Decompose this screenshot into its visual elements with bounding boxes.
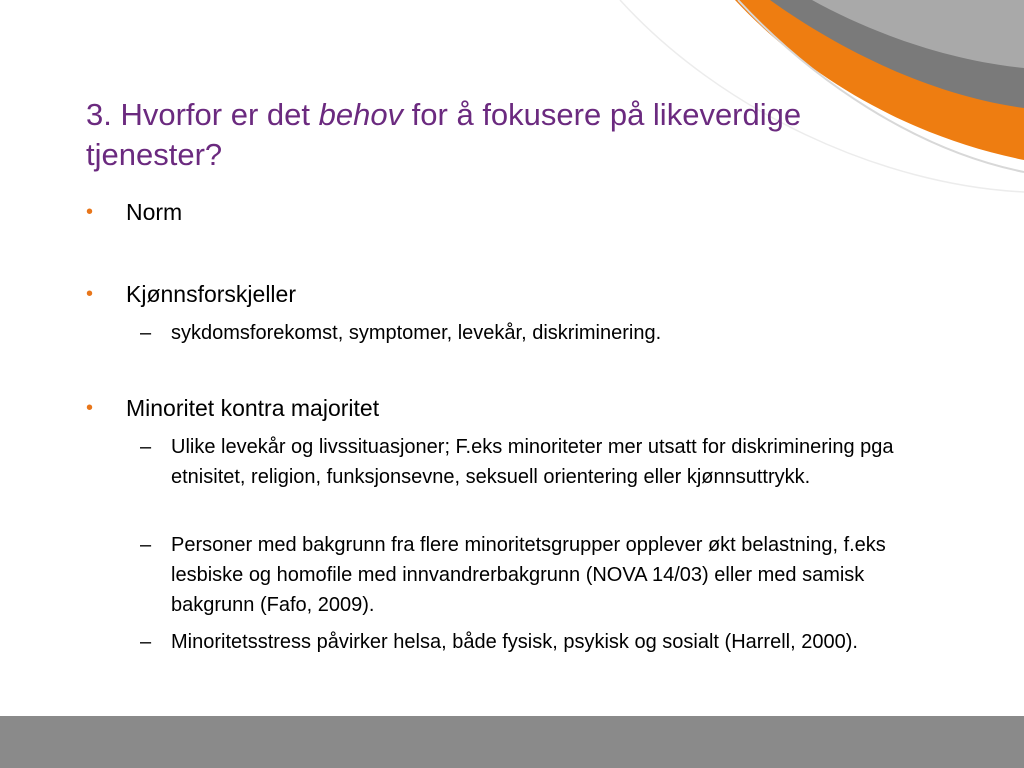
sub-bullet-text: Minoritetsstress påvirker helsa, både fysisk, psykisk og sosialt (Harrell, 2000). bbox=[171, 631, 858, 653]
bullet-dot-icon: • bbox=[86, 397, 94, 419]
sub-bullet bbox=[140, 432, 920, 492]
bullet-dot-icon: • bbox=[86, 201, 94, 223]
bullet-label: Minoritet kontra majoritet bbox=[126, 395, 380, 421]
bullet-norm bbox=[86, 198, 182, 226]
title-part-1: 3. Hvorfor er det bbox=[86, 97, 319, 132]
sub-bullet-text: Ulike levekår og livssituasjoner; F.eks minoriteter mer utsatt for diskriminering pga etnisitet, religion, funksjonsevne, seksuell orientering eller kjønnsuttrykk. bbox=[171, 436, 894, 488]
bullet-minoritet bbox=[86, 394, 379, 422]
dash-icon: – bbox=[140, 322, 152, 344]
sub-bullet-text: sykdomsforekomst, symptomer, levekår, diskriminering. bbox=[171, 322, 662, 344]
sub-bullet bbox=[140, 627, 920, 657]
dash-icon: – bbox=[140, 534, 152, 556]
sub-bullet bbox=[140, 318, 920, 348]
bullet-label: Norm bbox=[126, 199, 183, 225]
sub-bullet-text: Personer med bakgrunn fra flere minoritetsgrupper opplever økt belastning, f.eks lesbiske og homofile med innvandrerbakgrunn (NOVA 14/03) eller med samisk bakgrunn (Fafo, 2009). bbox=[171, 534, 886, 616]
dash-icon: – bbox=[140, 631, 152, 653]
footer-bar bbox=[0, 716, 1024, 768]
slide-title bbox=[86, 95, 846, 175]
title-part-2: for å fokusere på likeverdige tjenester? bbox=[86, 97, 802, 172]
bullet-dot-icon: • bbox=[86, 283, 94, 305]
sub-bullet bbox=[140, 530, 920, 620]
title-emphasis: behov bbox=[318, 97, 404, 132]
bullet-label: Kjønnsforskjeller bbox=[126, 281, 296, 307]
bullet-kjonnsforskjeller bbox=[86, 280, 296, 308]
dash-icon: – bbox=[140, 436, 152, 458]
